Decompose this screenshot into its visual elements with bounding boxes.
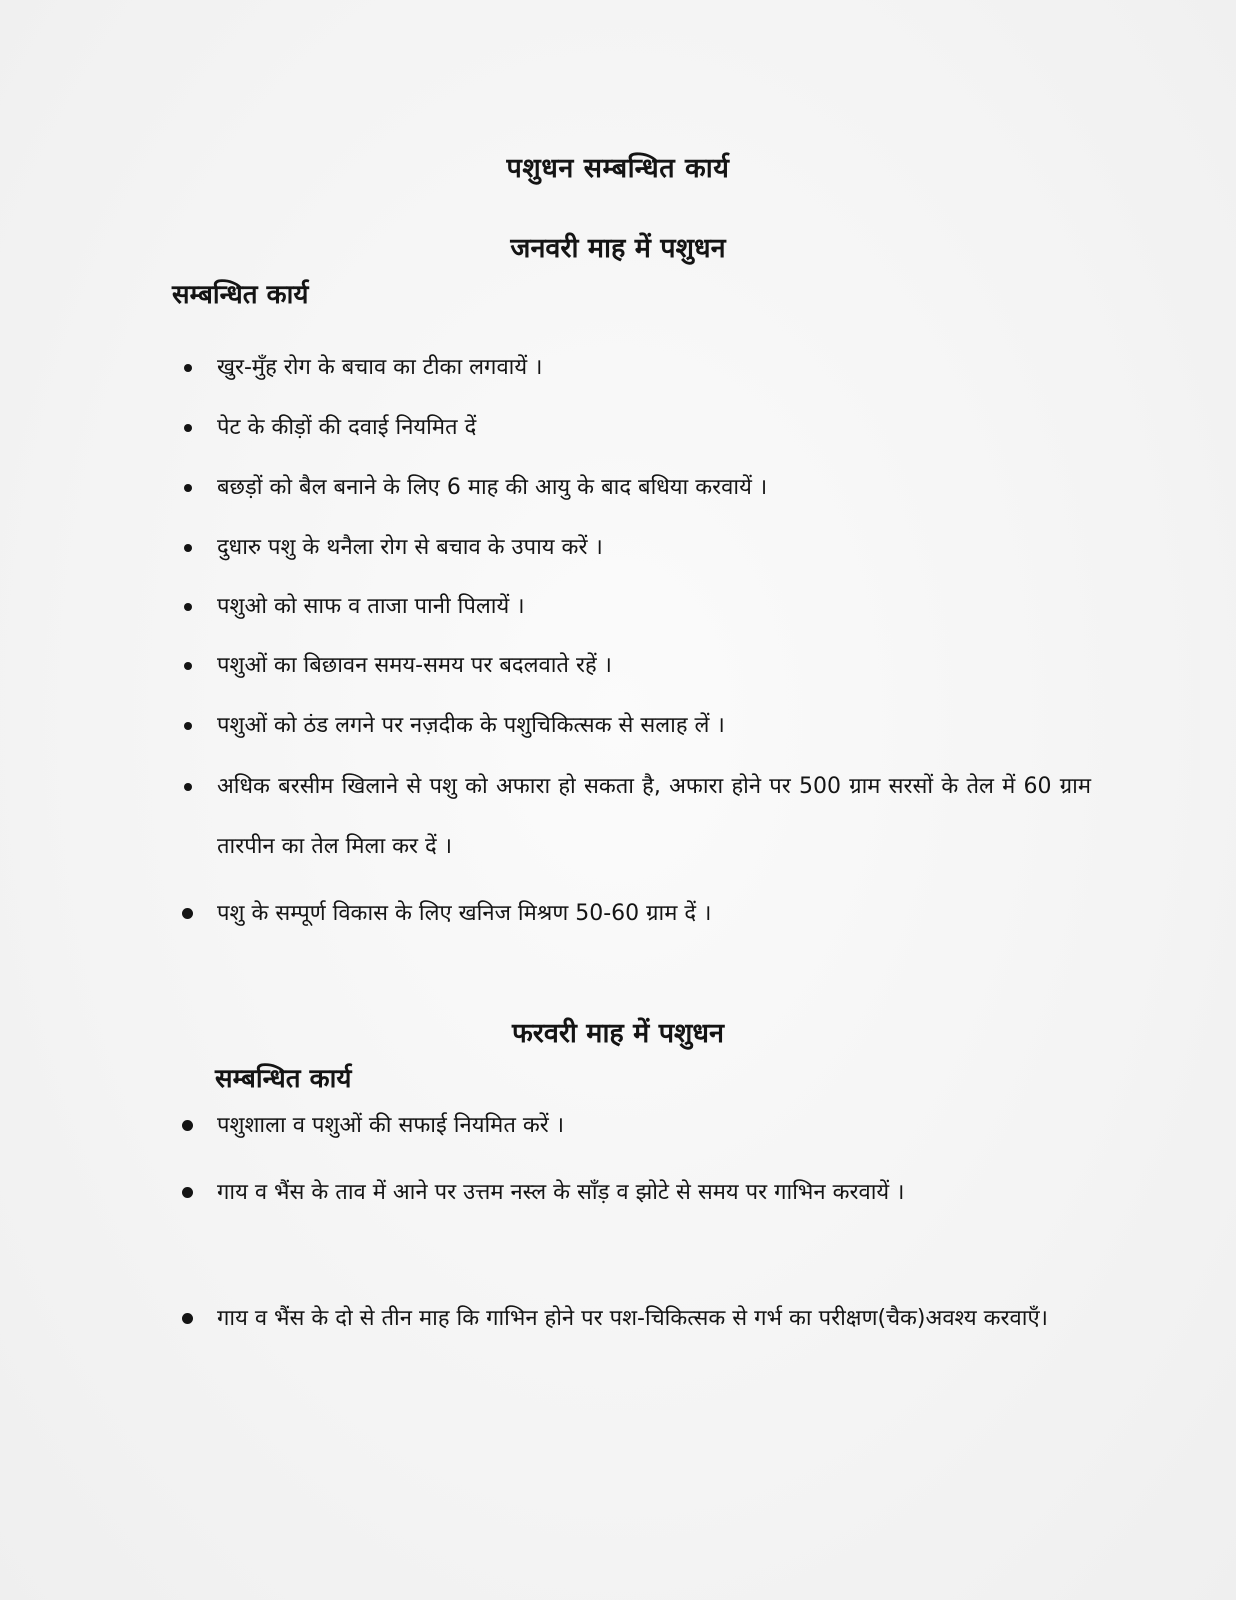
bullet-icon [182,1120,193,1131]
bullet-icon [184,424,192,432]
list-item-text: पशुओ को साफ व ताजा पानी पिलायें । [217,594,525,619]
bullet-icon [184,364,192,372]
list-item-text: पेट के कीड़ों की दवाई नियमित दें [217,415,477,440]
bullet-icon [184,783,192,791]
list-item-text: पशुओं का बिछावन समय-समय पर बदलवाते रहें । [217,653,612,678]
list-item-text: खुर-मुँह रोग के बचाव का टीका लगवायें । [217,355,543,380]
list-item-text: पशुशाला व पशुओं की सफाई नियमित करें । [217,1113,565,1138]
january-heading: जनवरी माह में पशुधन [510,233,726,264]
february-subheading: सम्बन्धित कार्य [215,1064,352,1094]
february-heading: फरवरी माह में पशुधन [511,1018,724,1049]
bullet-icon [184,722,192,730]
bullet-icon [182,1313,193,1324]
list-item-text: दुधारु पशु के थनैला रोग से बचाव के उपाय करें । [217,535,603,560]
list-item-text: अधिक बरसीम खिलाने से पशु को अफारा हो सकता है, अफारा होने पर 500 ग्राम सरसों के तेल में 60 ग्राम तारपीन का तेल मिला कर दें । [217,774,1091,859]
list-item-text: गाय व भैंस के दो से तीन माह कि गाभिन होने पर पश-चिकित्सक से गर्भ का परीक्षण(चैक)अवश्य करवाएँ। [217,1306,1048,1331]
list-item-text: पशुओं को ठंड लगने पर नज़दीक के पशुचिकित्सक से सलाह लें । [217,713,725,738]
list-item-text: बछड़ों को बैल बनाने के लिए 6 माह की आयु के बाद बधिया करवायें । [217,475,768,500]
list-item-text: पशु के सम्पूर्ण विकास के लिए खनिज मिश्रण 50-60 ग्राम दें । [217,901,712,926]
bullet-icon [184,484,192,492]
bullet-icon [184,544,192,552]
document-title: पशुधन सम्बन्धित कार्य [506,153,730,184]
january-subheading: सम्बन्धित कार्य [172,280,309,310]
list-item-text: गाय व भैंस के ताव में आने पर उत्तम नस्ल के साँड़ व झोटे से समय पर गाभिन करवायें । [217,1180,905,1205]
bullet-icon [184,662,192,670]
bullet-icon [182,908,193,919]
bullet-icon [182,1187,193,1198]
bullet-icon [184,603,192,611]
